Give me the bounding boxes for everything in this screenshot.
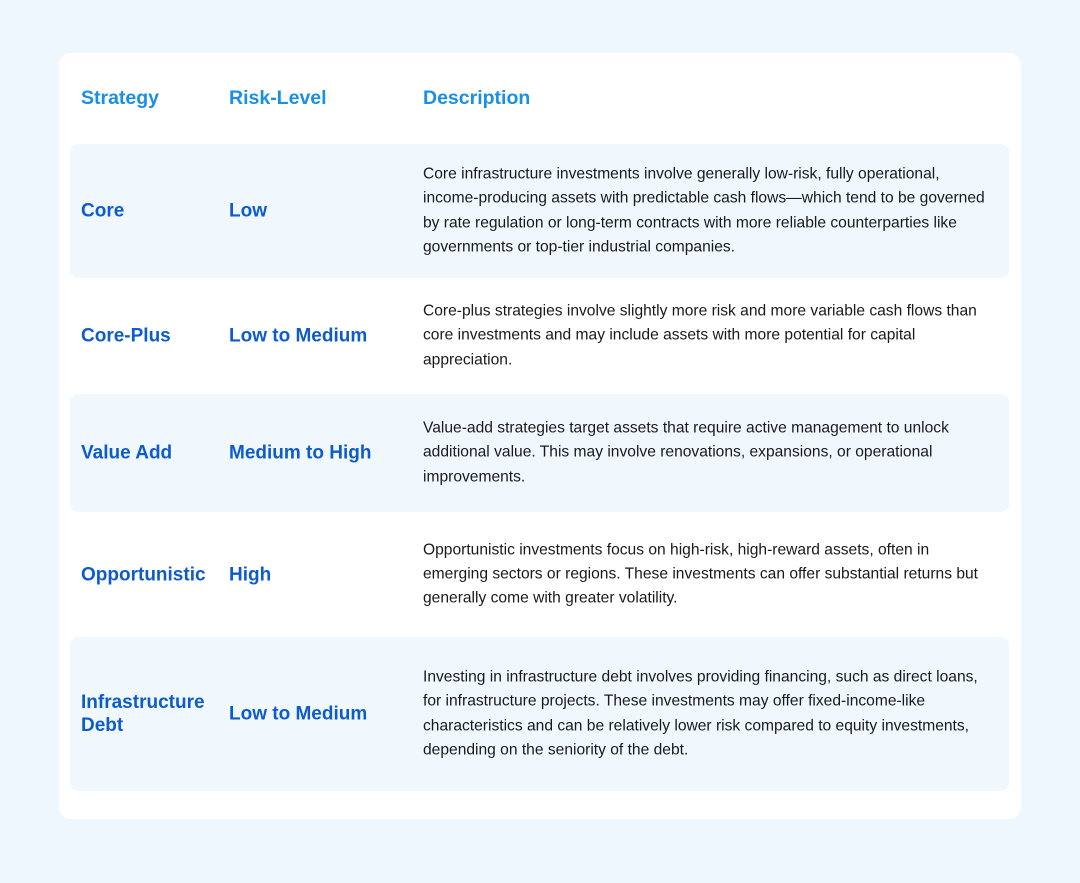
description-cell: Investing in infrastructure debt involves providing financing, such as direct loans, for infrastructure projects. These investments may offer fixed-income-like characteristics and can be relatively lower risk compared to equity investments, depending on the seniority of the debt. [423, 668, 978, 759]
table-row [70, 394, 1009, 512]
header-strategy: Strategy [81, 87, 160, 109]
table-row [70, 512, 1009, 637]
strategy-cell: Core [81, 200, 125, 222]
description-cell: Value-add strategies target assets that require active management to unlock additional value. This may involve renovations, expansions, or operational improvements. [423, 419, 949, 486]
risk-cell: Low to Medium [229, 325, 368, 347]
description-cell: Core-plus strategies involve slightly more risk and more variable cash flows than core investments and may include assets with more potential for capital appreciation. [423, 302, 977, 369]
description-cell: Opportunistic investments focus on high-risk, high-reward assets, often in emerging sectors or regions. These investments can offer substantial returns but generally come with greater volatility. [423, 541, 979, 607]
strategy-cell: Value Add [81, 442, 173, 464]
table-row [70, 278, 1009, 394]
strategy-cell: Core-Plus [81, 325, 171, 347]
header-description: Description [423, 87, 531, 109]
risk-cell: Low to Medium [229, 703, 368, 725]
table-header [59, 53, 1021, 144]
strategy-cell: Infrastructure Debt [81, 692, 205, 736]
risk-cell: Medium to High [229, 442, 372, 464]
risk-cell: High [229, 564, 272, 585]
table-row [70, 637, 1009, 791]
description-cell: Core infrastructure investments involve generally low-risk, fully operational, income-producing assets with predictable cash flows—which tend to be governed by rate regulation or long-term contracts with more reliable counterparties like governments or top-tier industrial companies. [423, 165, 985, 256]
strategy-cell: Opportunistic [81, 564, 206, 585]
header-risk-level: Risk-Level [229, 87, 327, 109]
risk-cell: Low [229, 200, 267, 222]
strategy-table [59, 53, 1021, 819]
table-row [70, 144, 1009, 278]
